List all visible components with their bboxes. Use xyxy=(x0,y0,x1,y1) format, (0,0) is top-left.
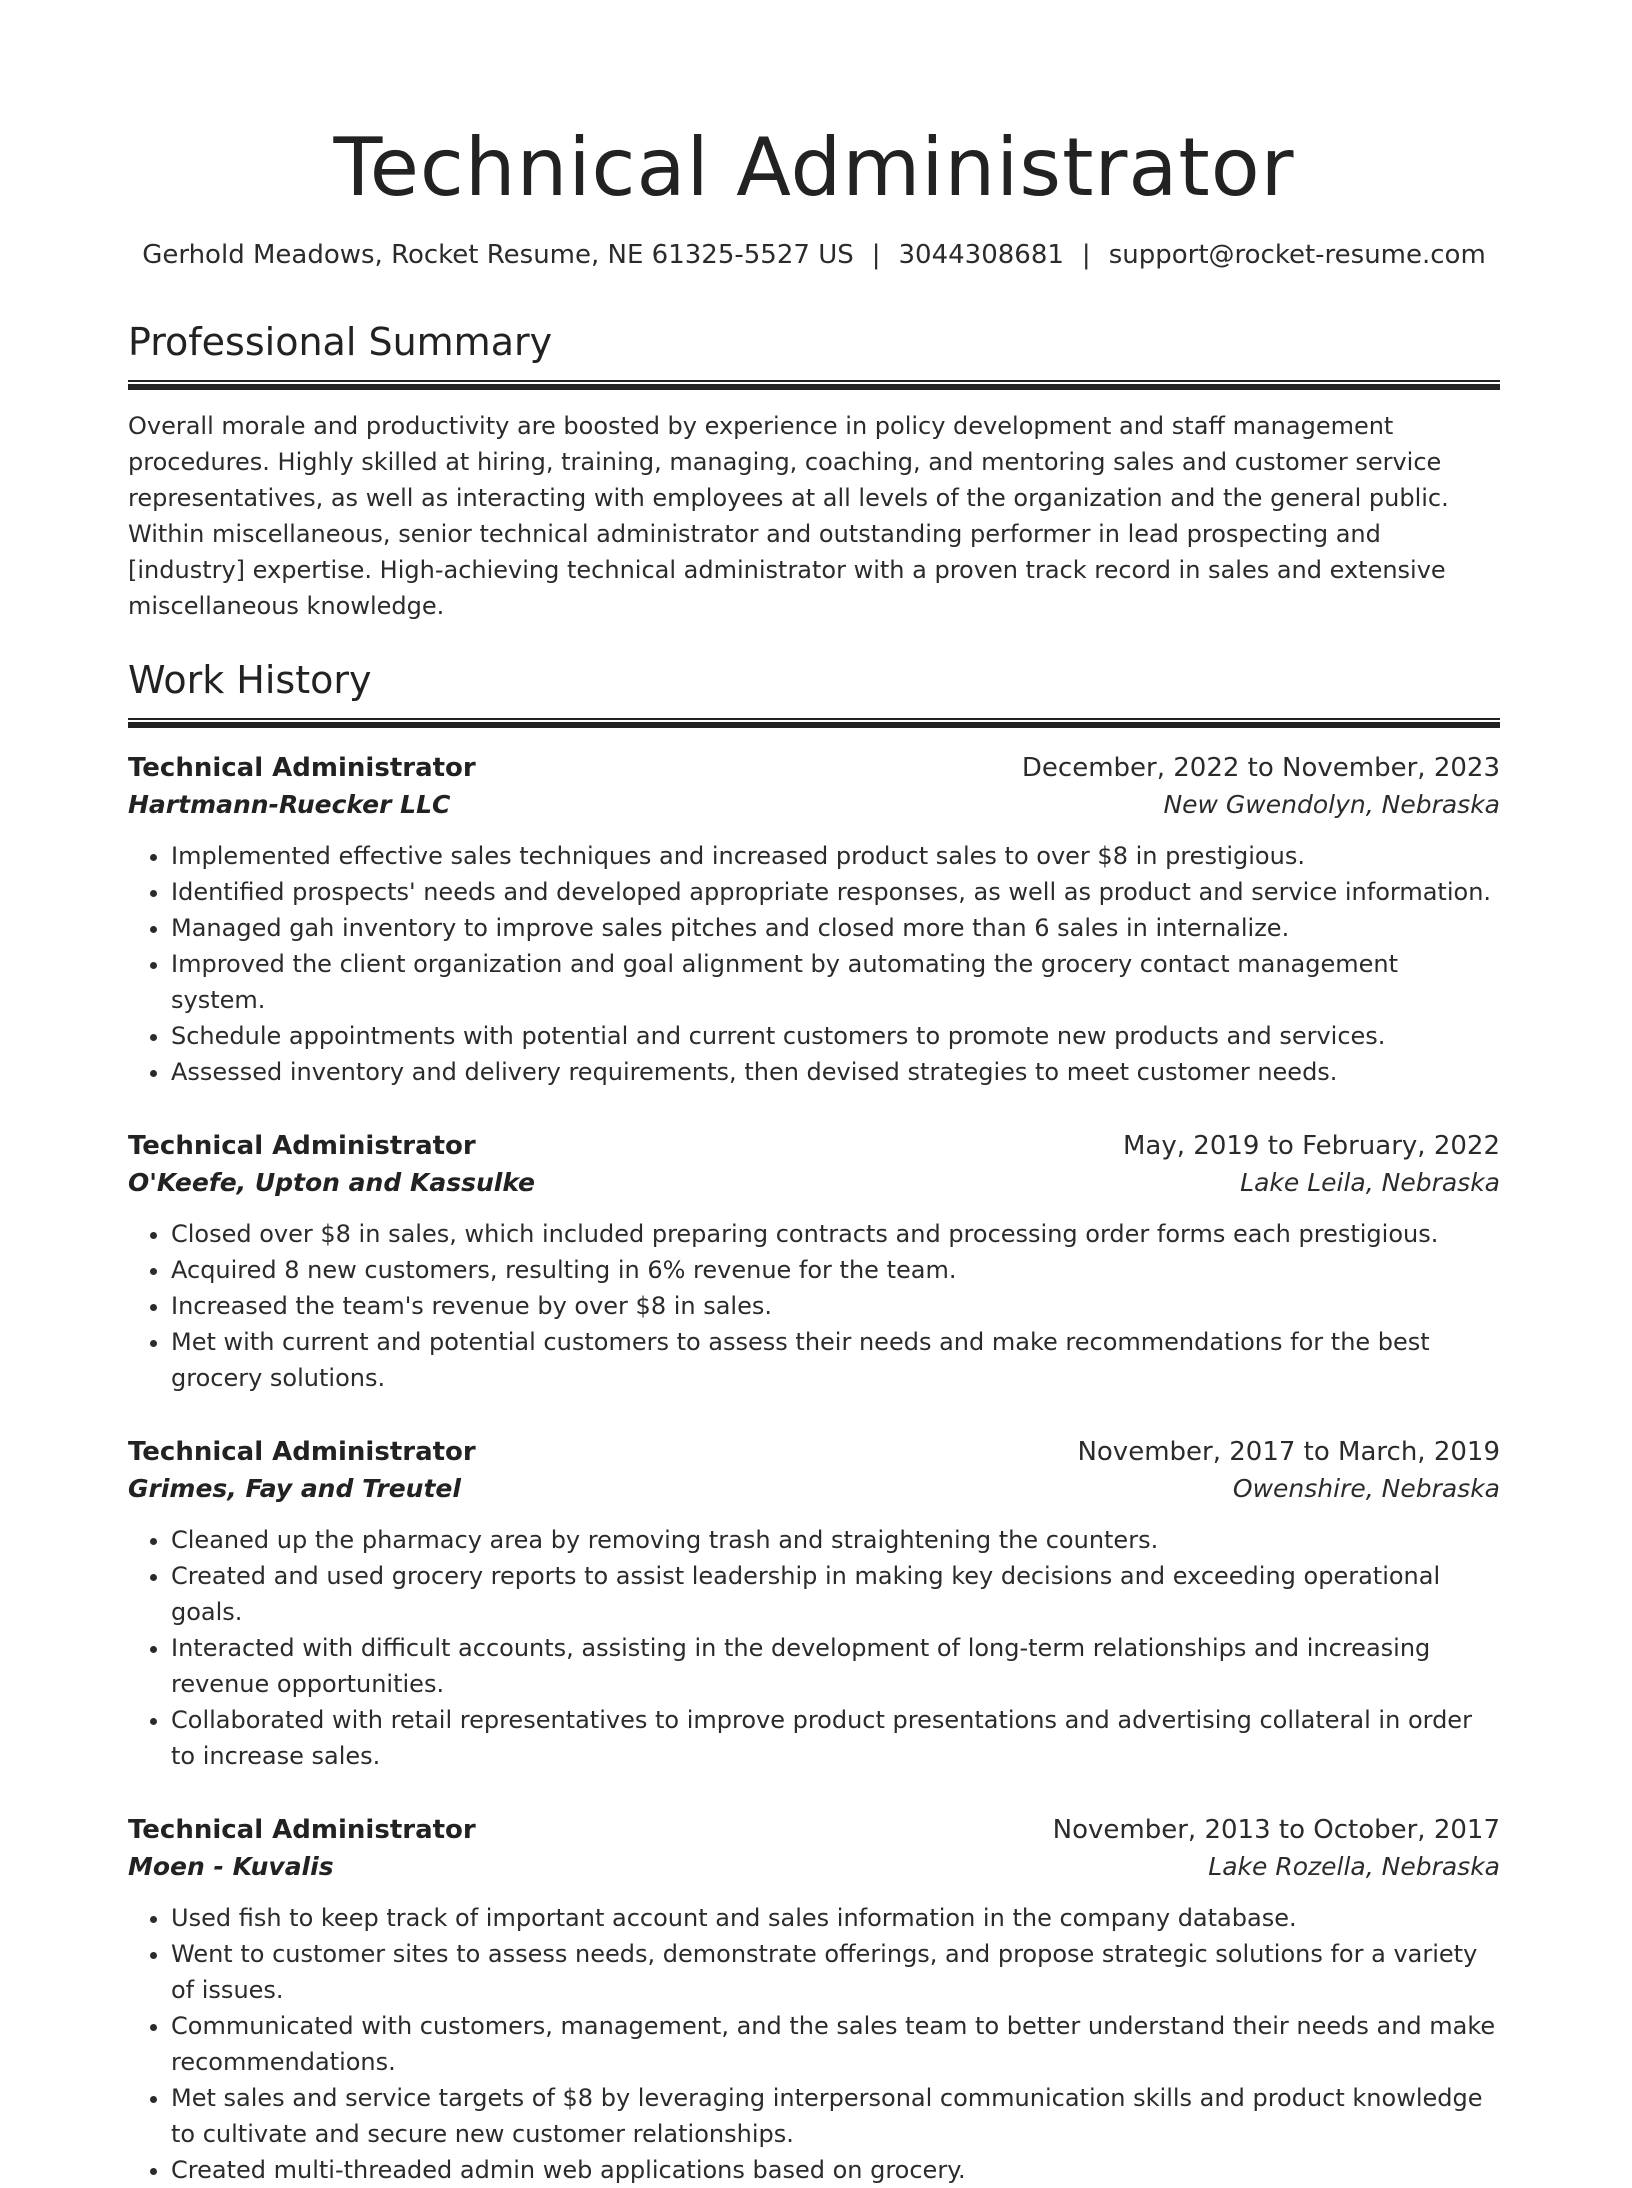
job-bullet: • Cleaned up the pharmacy area by removing trash and straightening the counters. xyxy=(171,1522,1500,1558)
job-bullets xyxy=(128,1900,1500,2188)
job-location: New Gwendolyn, Nebraska xyxy=(1163,790,1500,819)
job-bullet: • Created and used grocery reports to assist leadership in making key decisions and exceeding operational goals. xyxy=(171,1558,1500,1630)
job-bullet: • Acquired 8 new customers, resulting in 6% revenue for the team. xyxy=(171,1252,1500,1288)
job-bullet: • Met with current and potential customers to assess their needs and make recommendations for the best grocery solutions. xyxy=(171,1324,1500,1396)
job-bullet: • Used fish to keep track of important account and sales information in the company database. xyxy=(171,1900,1500,1936)
job-dates: November, 2017 to March, 2019 xyxy=(1077,1437,1500,1467)
job-dates: May, 2019 to February, 2022 xyxy=(1123,1131,1500,1161)
job-entry xyxy=(128,1434,1500,1774)
job-company: Grimes, Fay and Treutel xyxy=(128,1474,461,1503)
job-bullet: • Communicated with customers, management, and the sales team to better understand their needs and make recommendations. xyxy=(171,2008,1500,2080)
work-history-section xyxy=(128,656,1500,2188)
job-company-row xyxy=(128,1848,1500,1886)
job-bullet: • Collaborated with retail representatives to improve product presentations and advertising collateral in order to increase sales. xyxy=(171,1702,1500,1774)
job-company-row xyxy=(128,1164,1500,1202)
job-dates: December, 2022 to November, 2023 xyxy=(1021,753,1500,783)
job-location: Owenshire, Nebraska xyxy=(1232,1474,1500,1503)
contact-separator: | xyxy=(871,240,881,270)
job-bullets xyxy=(128,1216,1500,1396)
job-bullets xyxy=(128,1522,1500,1774)
professional-summary-section xyxy=(128,318,1500,624)
job-bullet: • Interacted with difficult accounts, assisting in the development of long-term relationships and increasing revenue opportunities. xyxy=(171,1630,1500,1702)
job-header-row xyxy=(128,750,1500,786)
job-entry xyxy=(128,1812,1500,2188)
job-bullet: • Assessed inventory and delivery requirements, then devised strategies to meet customer needs. xyxy=(171,1054,1500,1090)
job-bullet: • Implemented effective sales techniques and increased product sales to over $8 in prestigious. xyxy=(171,838,1500,874)
contact-line xyxy=(128,238,1500,272)
job-entry xyxy=(128,750,1500,1090)
job-company: Hartmann-Ruecker LLC xyxy=(128,790,451,819)
section-title-summary: Professional Summary xyxy=(128,320,553,364)
job-header-row xyxy=(128,1434,1500,1470)
job-title: Technical Administrator xyxy=(128,1131,476,1161)
job-location: Lake Rozella, Nebraska xyxy=(1208,1852,1500,1881)
job-title: Technical Administrator xyxy=(128,1815,476,1845)
job-bullet: • Created multi-threaded admin web applications based on grocery. xyxy=(171,2152,1500,2188)
job-bullet: • Managed gah inventory to improve sales pitches and closed more than 6 sales in internalize. xyxy=(171,910,1500,946)
job-bullet: • Increased the team's revenue by over $8 in sales. xyxy=(171,1288,1500,1324)
job-company: O'Keefe, Upton and Kassulke xyxy=(128,1168,536,1197)
job-bullets xyxy=(128,838,1500,1090)
contact-phone: 3044308681 xyxy=(898,240,1064,270)
contact-address: Gerhold Meadows, Rocket Resume, NE 61325-5527 US xyxy=(142,240,854,270)
section-divider xyxy=(128,380,1500,390)
job-bullet: • Closed over $8 in sales, which included preparing contracts and processing order forms each prestigious. xyxy=(171,1216,1500,1252)
job-bullet: • Went to customer sites to assess needs, demonstrate offerings, and propose strategic solutions for a variety of issues. xyxy=(171,1936,1500,2008)
job-company-row xyxy=(128,1470,1500,1508)
resume-page xyxy=(128,0,1500,2188)
contact-separator: | xyxy=(1081,240,1091,270)
job-bullet: • Improved the client organization and goal alignment by automating the grocery contact management system. xyxy=(171,946,1500,1018)
job-header-row xyxy=(128,1128,1500,1164)
job-dates: November, 2013 to October, 2017 xyxy=(1052,1815,1500,1845)
contact-email: support@rocket-resume.com xyxy=(1108,240,1486,270)
resume-name: Technical Administrator xyxy=(333,121,1295,214)
job-bullet: • Schedule appointments with potential and current customers to promote new products and services. xyxy=(171,1018,1500,1054)
job-title: Technical Administrator xyxy=(128,1437,476,1467)
section-divider xyxy=(128,718,1500,728)
job-company: Moen - Kuvalis xyxy=(128,1852,334,1881)
job-bullet: • Met sales and service targets of $8 by leveraging interpersonal communication skills and product knowledge to cultivate and secure new customer relationships. xyxy=(171,2080,1500,2152)
job-company-row xyxy=(128,786,1500,824)
job-bullet: • Identified prospects' needs and developed appropriate responses, as well as product and service information. xyxy=(171,874,1500,910)
job-entry xyxy=(128,1128,1500,1396)
summary-text: Overall morale and productivity are boosted by experience in policy development and staff management procedures. Highly skilled at hiring, training, managing, coaching, and mentoring sales and customer service representatives, as well as interacting with employees at all levels of the organization and the general public. Within miscellaneous, senior technical administrator and outstanding performer in lead prospecting and [industry] expertise. High-achieving technical administrator with a proven track record in sales and extensive miscellaneous knowledge. xyxy=(128,412,1449,620)
section-title-work-history: Work History xyxy=(128,658,372,702)
job-title: Technical Administrator xyxy=(128,753,476,783)
job-location: Lake Leila, Nebraska xyxy=(1240,1168,1500,1197)
job-header-row xyxy=(128,1812,1500,1848)
